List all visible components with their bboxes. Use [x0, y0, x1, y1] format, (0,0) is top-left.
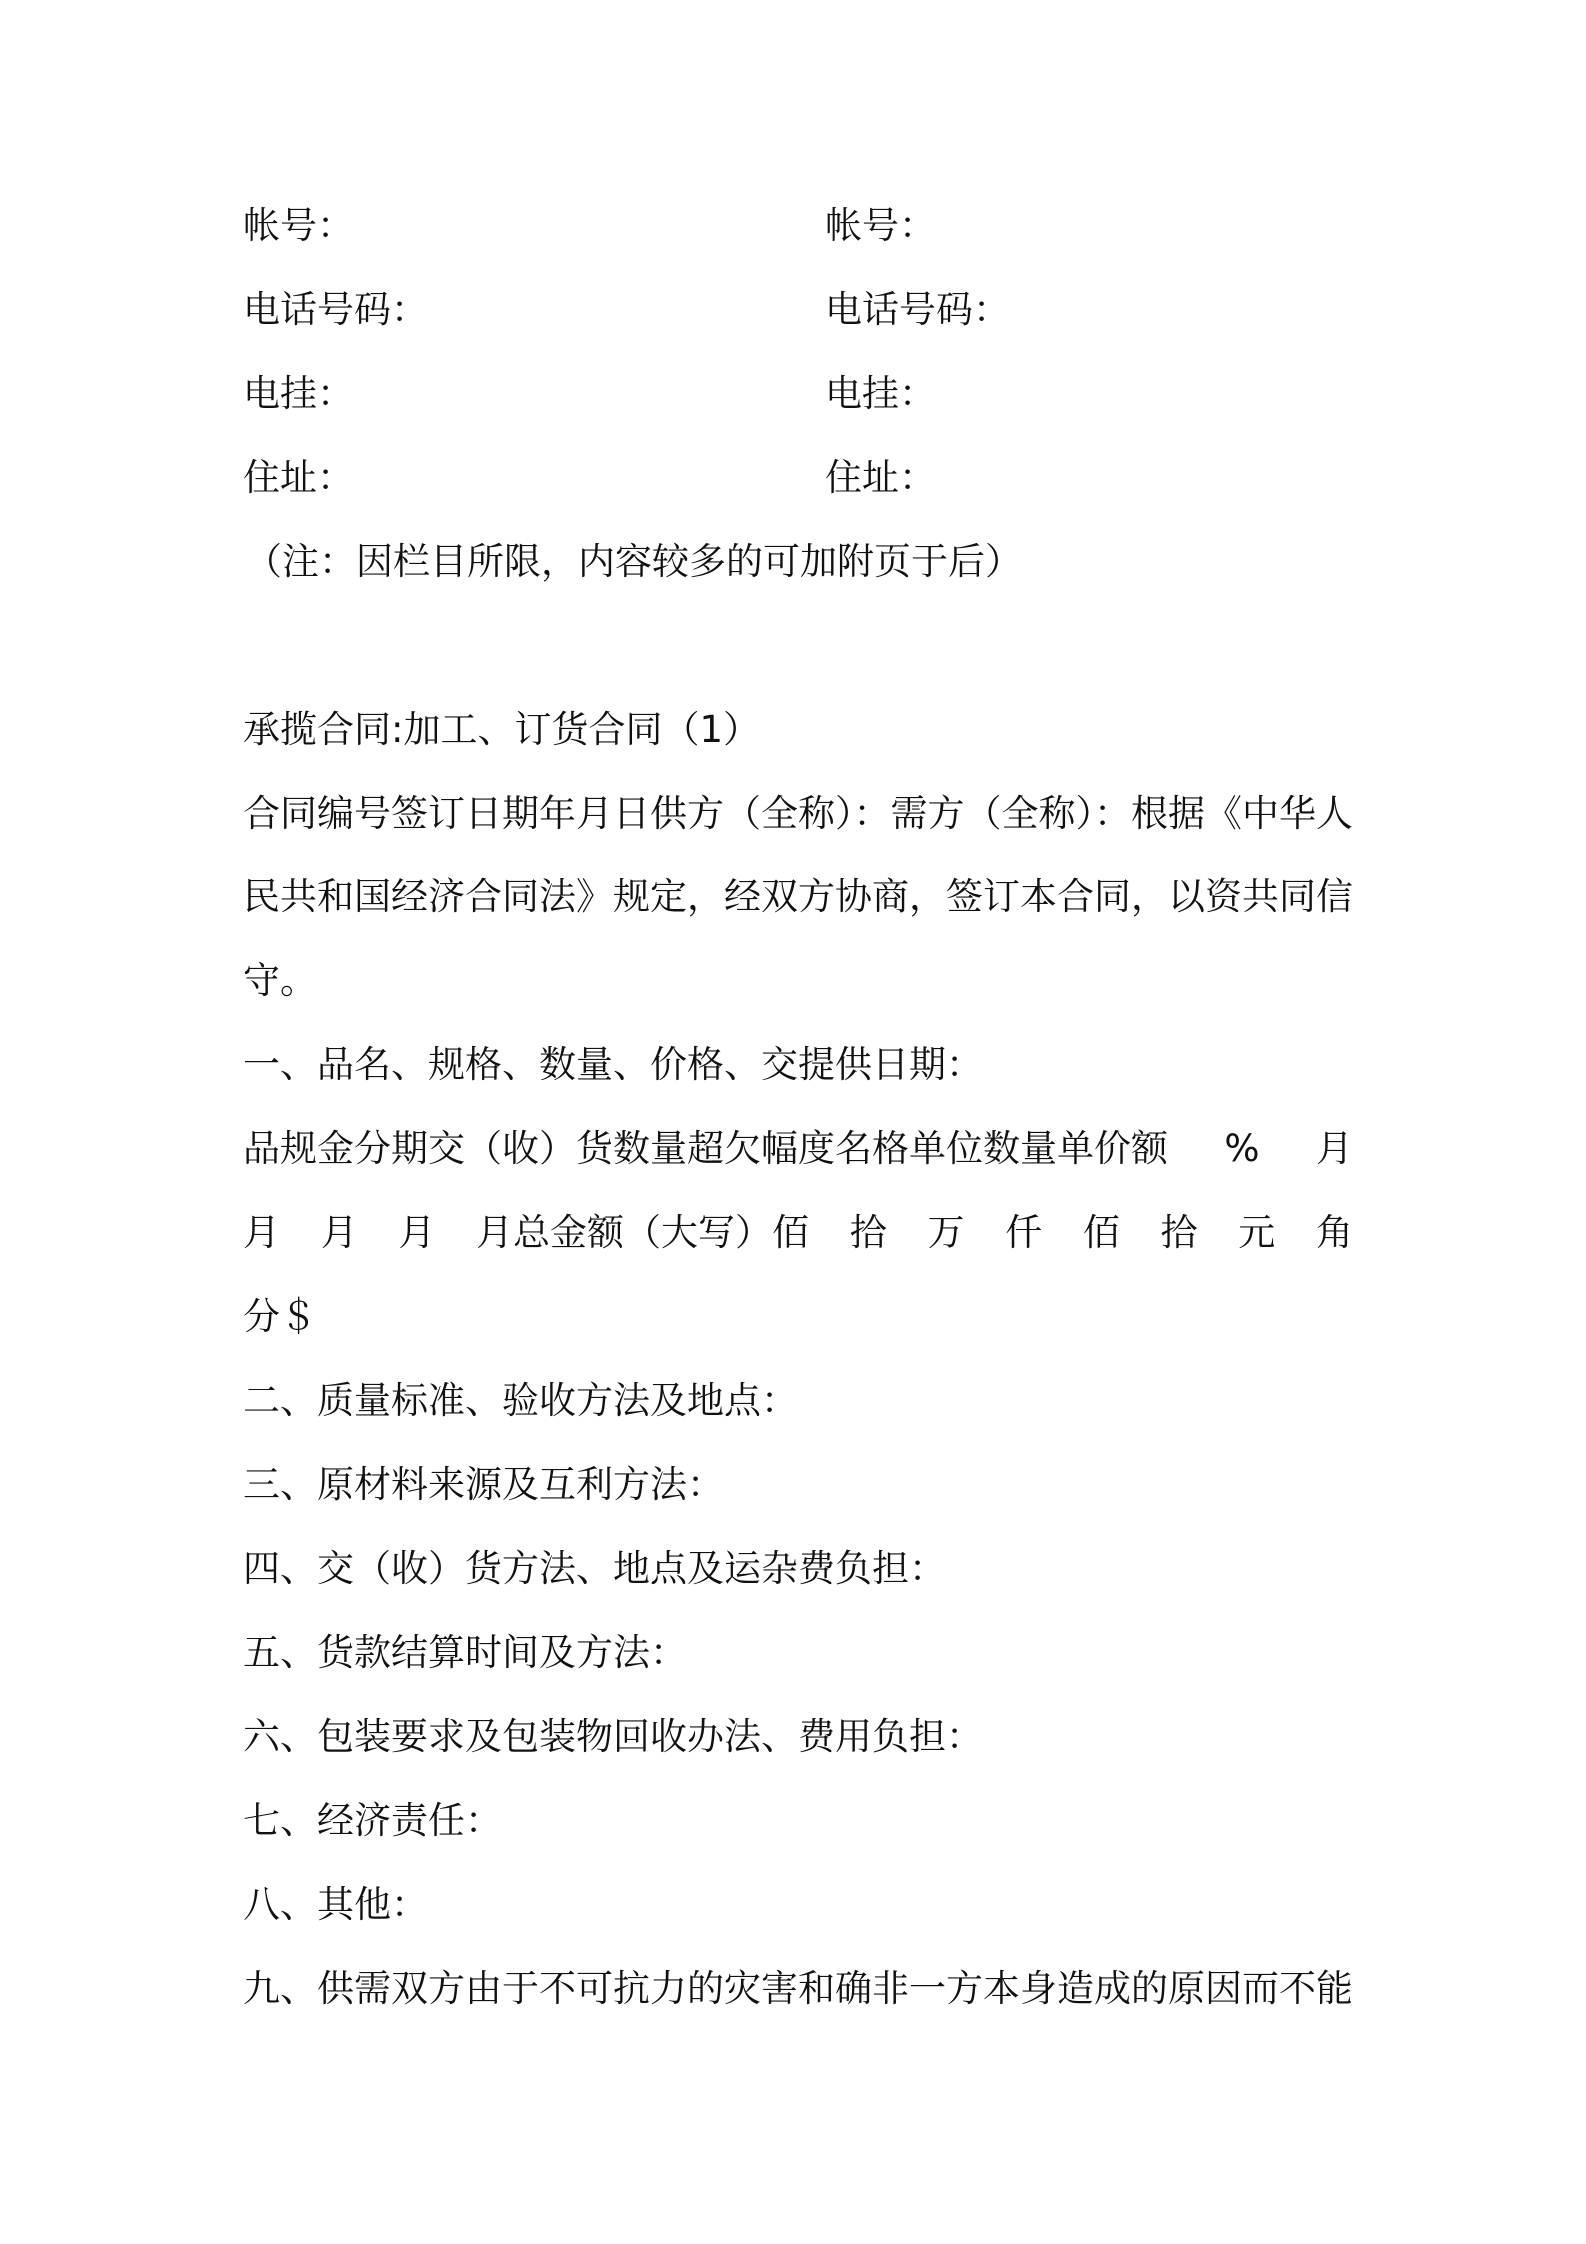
phone-label-left: 电话号码：	[243, 288, 428, 331]
table-line-2-cell: 月总金额（大写）佰	[476, 1211, 810, 1254]
table-line-1-cell: 品规金分期交（收）货数量超欠幅度名格单位数量单价额	[243, 1127, 1168, 1170]
account-label-left: 帐号：	[243, 204, 354, 247]
phone-row	[243, 286, 1010, 334]
telegraph-row	[243, 370, 936, 418]
table-line-1	[243, 1125, 1353, 1173]
table-line-2-cell: 角	[1315, 1211, 1353, 1254]
table-line-1-cell: 月	[1315, 1127, 1353, 1170]
table-line-2-cell: 佰	[1082, 1211, 1120, 1254]
section-5-heading: 五、货款结算时间及方法：	[243, 1631, 687, 1674]
section-1-heading: 一、品名、规格、数量、价格、交提供日期：	[243, 1043, 983, 1086]
section-2-heading: 二、质量标准、验收方法及地点：	[243, 1379, 798, 1422]
table-line-1-cell: %	[1224, 1127, 1260, 1170]
table-line-2-cell: 月	[243, 1211, 280, 1254]
telegraph-label-right: 电挂：	[825, 372, 936, 415]
section-7-heading: 七、经济责任：	[243, 1799, 502, 1842]
section-9-heading: 九、供需双方由于不可抗力的灾害和确非一方本身造成的原因而不能	[243, 1967, 1353, 2010]
attachment-note: （注：因栏目所限，内容较多的可加附页于后）	[245, 540, 1022, 583]
table-line-2-cell: 月	[320, 1211, 358, 1254]
account-row	[243, 202, 936, 250]
intro-line-3: 守。	[243, 959, 317, 1002]
section-6-heading: 六、包装要求及包装物回收办法、费用负担：	[243, 1715, 983, 1758]
table-line-3: 分＄	[243, 1295, 317, 1338]
section-4-heading: 四、交（收）货方法、地点及运杂费负担：	[243, 1547, 946, 1590]
address-row	[243, 454, 936, 502]
address-label-right: 住址：	[825, 456, 936, 499]
telegraph-label-left: 电挂：	[243, 372, 354, 415]
contract-title: 承揽合同:加工、订货合同（1）	[243, 708, 761, 751]
table-line-2-cell: 月	[398, 1211, 436, 1254]
section-8-heading: 八、其他：	[243, 1883, 428, 1926]
table-line-2-cell: 拾	[849, 1211, 887, 1254]
account-label-right: 帐号：	[825, 204, 936, 247]
intro-line-2: 民共和国经济合同法》规定，经双方协商，签订本合同，以资共同信	[243, 875, 1353, 918]
phone-label-right: 电话号码：	[825, 288, 1010, 331]
table-line-2-cell: 拾	[1160, 1211, 1198, 1254]
intro-line-1: 合同编号签订日期年月日供方（全称）：需方（全称）：根据《中华人	[243, 792, 1353, 835]
table-line-2-cell: 万	[927, 1211, 965, 1254]
section-3-heading: 三、原材料来源及互利方法：	[243, 1463, 724, 1506]
table-line-2	[243, 1209, 1353, 1257]
address-label-left: 住址：	[243, 456, 354, 499]
table-line-2-cell: 元	[1238, 1211, 1276, 1254]
table-line-2-cell: 仟	[1005, 1211, 1043, 1254]
